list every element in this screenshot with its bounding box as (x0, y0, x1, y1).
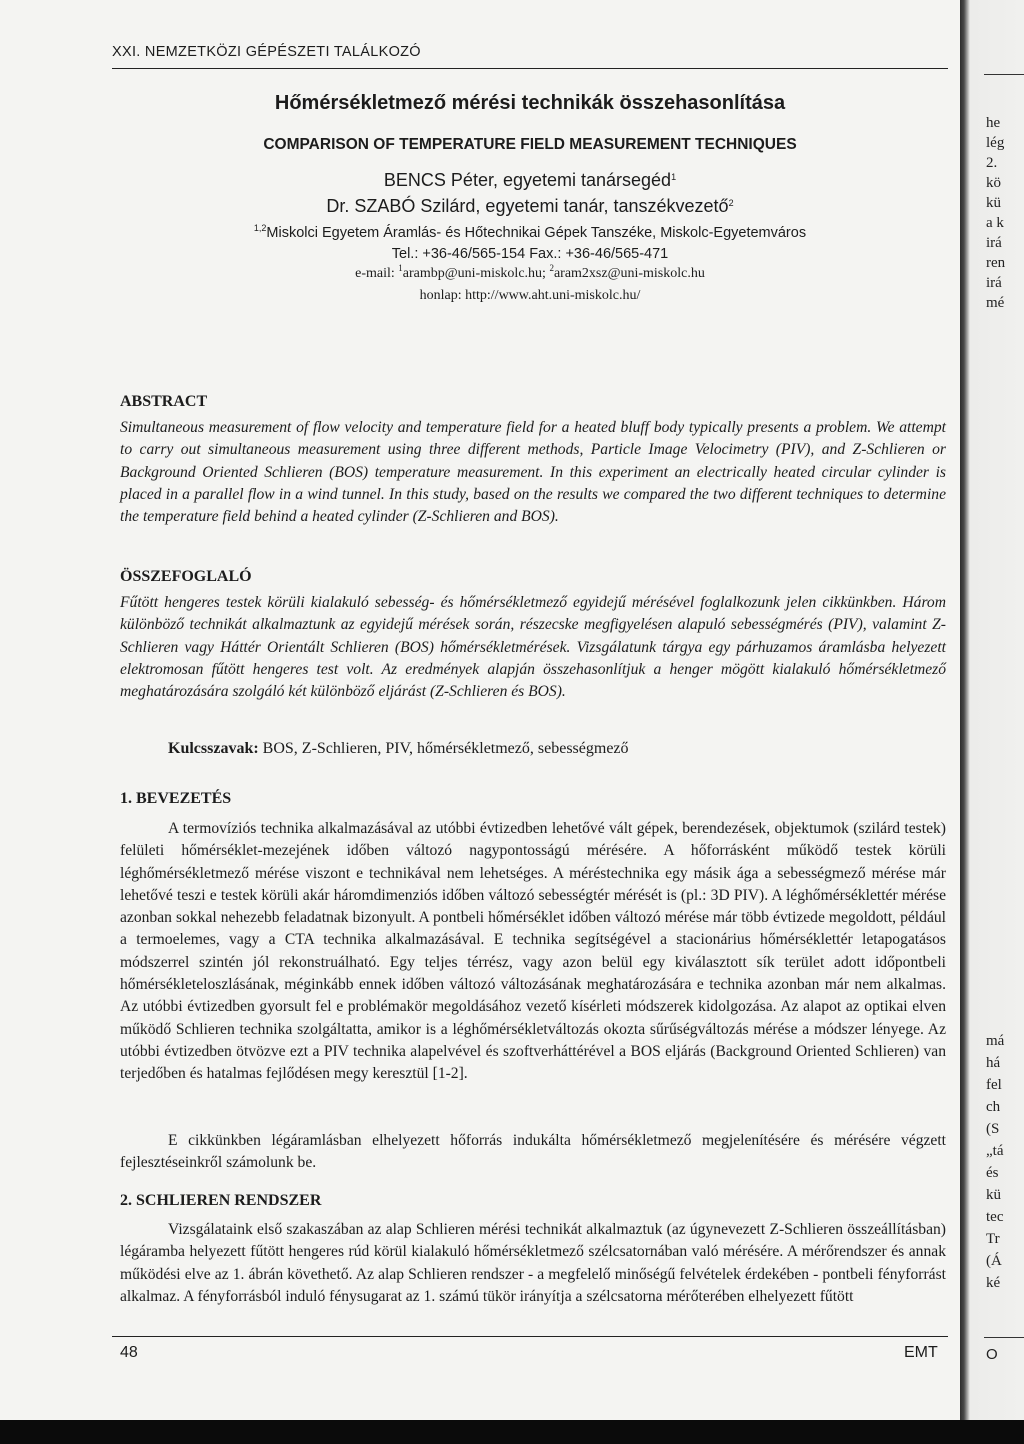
adjacent-fragment: kü (986, 1187, 1001, 1203)
keywords-text: BOS, Z-Schlieren, PIV, hőmérsékletmező, sebességmező (258, 740, 629, 757)
abstract-text: Simultaneous measurement of flow velocity and temperature field for a heated bluff body typically presents a problem. We attempt to carry out simultaneous measurement using three different methods, Particle Image Velocimetry (PIV), and Z-Schlieren or Background Oriented Schlieren (BOS) temperature measurement. In this experiment an electrically heated circular cylinder is placed in a parallel flow in a wind tunnel. In this study, based on the results we compared the two different techniques to determine the temperature field behind a heated cylinder (Z-Schlieren and BOS). (120, 419, 946, 526)
adjacent-footer-rule (984, 1337, 1024, 1338)
summary-heading: ÖSSZEFOGLALÓ (120, 568, 252, 585)
title-hungarian: Hőmérsékletmező mérési technikák összehasonlítása (274, 92, 786, 114)
author-2-sup: 2 (728, 198, 734, 208)
adjacent-fragment: ch (986, 1099, 1001, 1115)
adjacent-header-rule (984, 74, 1024, 75)
adjacent-fragment: kü (986, 195, 1001, 211)
author-2-name: Dr. SZABÓ Szilárd, egyetemi tanár, tanszékvezető (326, 196, 729, 216)
scan-bottom-edge (0, 1420, 1024, 1444)
email-1-sup: 1 (398, 263, 403, 273)
homepage-link[interactable]: honlap: http://www.aht.uni-miskolc.hu/ (419, 288, 641, 303)
summary-text: Fűtött hengeres testek körüli kialakuló sebesség- és hőmérsékletmező egyidejű mérésével foglalkozunk jelen cikkünkben. Három különböző technikát alkalmaztunk az egyidejű mérések során, részecske megfigyelésen alapuló sebességmérés (PIV), valamint Z-Schlieren vagy Háttér Orientált Schlieren (BOS) hőmérsékletmérések. Vizsgálatunk tárgya egy párhuzamos áramlásba helyezett elektromosan fűtött hengeres test volt. Az eredmények alapján összehasonlítjuk a henger mögött kialakuló hőmérsékletmező meghatározására szolgáló két különböző eljárást (Z-Schlieren és BOS). (120, 594, 946, 701)
author-2 (112, 196, 948, 217)
adjacent-fragment: és (986, 1165, 999, 1181)
affiliation-text: Miskolci Egyetem Áramlás- és Hőtechnikai Gépek Tanszéke, Miskolc-Egyetemváros (266, 225, 807, 241)
author-1-name: BENCS Péter, egyetemi tanársegéd (383, 170, 672, 190)
keywords-label: Kulcsszavak: (168, 740, 259, 757)
adjacent-fragment: lég (986, 135, 1005, 151)
author-1-sup: 1 (671, 172, 677, 182)
adjacent-fragment: mé (986, 295, 1005, 311)
abstract-heading: ABSTRACT (120, 393, 208, 410)
email-label: e-mail: (355, 266, 399, 281)
adjacent-fragment: 2. (986, 155, 998, 171)
author-1 (112, 170, 948, 191)
section-1-paragraph-2: E cikkünkben légáramlásban elhelyezett hőforrás indukálta hőmérsékletmező megjelenítésére és mérésére végzett fejlesztéseinkről számolunk be. (120, 1132, 946, 1172)
adjacent-fragment: (S (986, 1121, 1000, 1137)
adjacent-fragment: há (986, 1055, 1001, 1071)
footer-rule (112, 1336, 948, 1337)
conference-header: XXI. NEMZETKÖZI GÉPÉSZETI TALÁLKOZÓ (112, 44, 421, 60)
adjacent-fragment: Tr (986, 1231, 1000, 1247)
email-2-sup: 2 (549, 263, 554, 273)
section-2-heading: 2. SCHLIEREN RENDSZER (120, 1192, 322, 1209)
page-number: 48 (120, 1344, 138, 1361)
keywords (168, 740, 629, 758)
adjacent-fragment: tec (986, 1209, 1004, 1225)
contact-email (112, 263, 948, 282)
adjacent-fragment: ren (986, 255, 1006, 271)
email-2[interactable]: aram2xsz@uni-miskolc.hu (553, 266, 705, 281)
adjacent-fragment: ké (986, 1275, 1001, 1291)
affiliation (112, 225, 948, 241)
contact-phone: Tel.: +36-46/565-154 Fax.: +36-46/565-471 (391, 246, 669, 262)
footer-journal: EMT (904, 1344, 938, 1361)
adjacent-fragment: (Á (986, 1253, 1002, 1269)
adjacent-page-strip (960, 0, 1024, 1420)
affiliation-sup: 1,2 (253, 223, 267, 233)
adjacent-fragment: má (986, 1033, 1005, 1049)
section-2-paragraph-1: Vizsgálataink első szakaszában az alap Schlieren mérési technikát alkalmaztuk (az úgynevezett Z-Schlieren összeállításban) légáramba helyezett fűtött hengeres rúd körül kialakuló hőmérsékletmező szélcsatornában való mérésére. A mérőrendszer és annak működési elve az 1. ábrán követhető. Az alap Schlieren rendszer - a megfelelő minőségű felvételek érdekében - pontbeli fényforrást alkalmaz. A fényforrásból induló fénysugarat az 1. számú tükör irányítja a szélcsatorna mérőterében elhelyezett fűtött (120, 1221, 946, 1305)
section-1-heading: 1. BEVEZETÉS (120, 790, 232, 807)
email-1[interactable]: arambp@uni-miskolc.hu; (402, 266, 550, 281)
adjacent-fragment: fel (986, 1077, 1002, 1093)
header-rule (112, 68, 948, 69)
adjacent-fragment: a k (986, 215, 1004, 231)
adjacent-fragment: irá (986, 275, 1002, 291)
title-english: COMPARISON OF TEMPERATURE FIELD MEASUREMENT TECHNIQUES (263, 136, 797, 153)
adjacent-fragment: „tá (986, 1143, 1004, 1159)
adjacent-fragment: irá (986, 235, 1002, 251)
adjacent-fragment: he (986, 115, 1001, 131)
section-1-paragraph-1: A termovíziós technika alkalmazásával az utóbbi évtizedben lehetővé vált gépek, berendezések, objektumok (szilárd testek) felületi hőmérséklet-mezejének időben változó nagypontosságú mérésére. A hőforrásként működő testek körüli léghőmérsékletmező mérése viszont e technikával nem lehetséges. A méréstechnika egy másik ága a sebességmező mérése már lehetővé teszi e testek körüli akár háromdimenziós időben változó sebességtér mérését is (pl.: 3D PIV). A léghőmérséklettér mérése azonban sokkal nehezebb feladatnak bizonyult. A pontbeli hőmérséklet időben változó mérése már több évtizede megoldott, például a termoelemes, vagy a CTA technika alkalmazásával. E technika segítségével a stacionárius hőmérséklettér letapogatásos módszerrel szintén jól rekonstruálható. Egy teljes térrész, vagy azon belül egy kiválasztott sík terület adott időpontbeli hőmérsékleteloszlásának, méginkább ennek időben változó változásának meghatározására e technika azonban már nem alkalmas. Az utóbbi évtizedben gyorsult fel e problémakör megoldásához vezető kísérleti módszerek kidolgozása. Az alapot az optikai elven működő Schlieren technika szolgáltatta, amikor is a léghőmérsékletváltozás okozta sűrűségváltozás mérése a módszer lényege. Az utóbbi évtizedben ötvözve ezt a PIV technika alapelvével és szoftverháttérével a BOS eljárás (Background Oriented Schlieren) van terjedőben és hatalmas fejlődésen megy keresztül [1-2]. (120, 820, 946, 1083)
adjacent-footer-fragment: O (986, 1346, 998, 1363)
adjacent-fragment: kö (986, 175, 1001, 191)
